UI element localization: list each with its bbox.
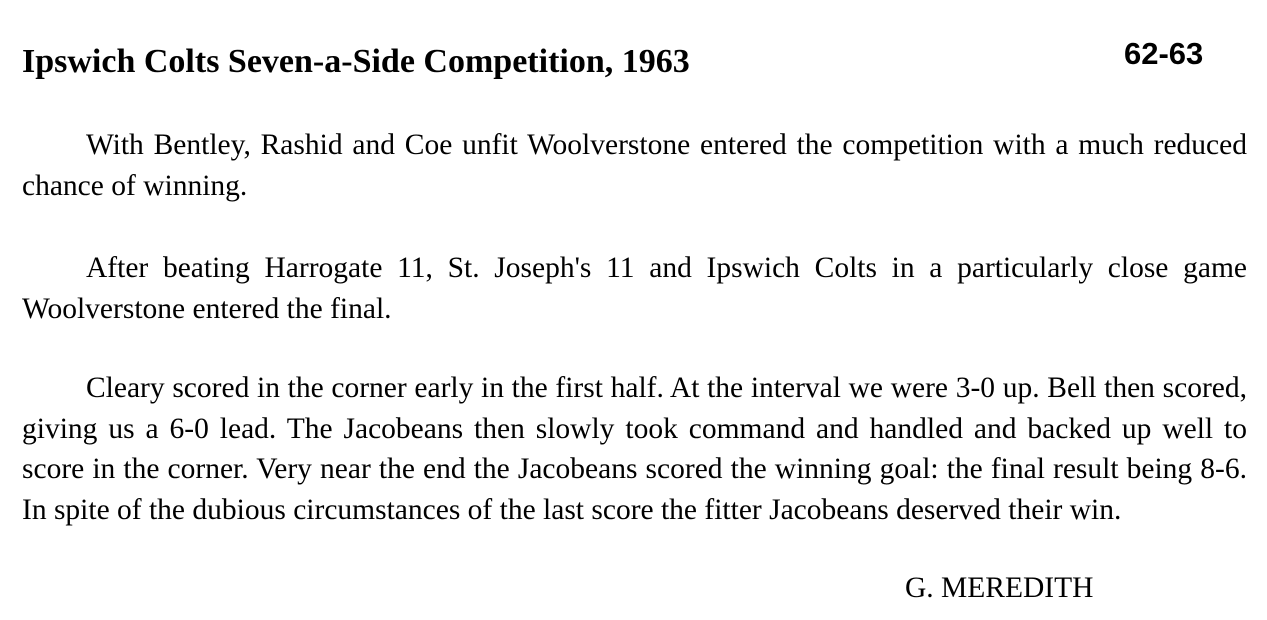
paragraph-1: With Bentley, Rashid and Coe unfit Woolverstone entered the competition with a much reduced chance of winning.	[22, 129, 1247, 202]
document-title: Ipswich Colts Seven-a-Side Competition, 1963	[22, 43, 690, 80]
page-number: 62-63	[1124, 36, 1204, 71]
author-signature: G. MEREDITH	[905, 572, 1094, 604]
paragraph-2: After beating Harrogate 11, St. Joseph's 11 and Ipswich Colts in a particularly close game Woolverstone entered the final.	[22, 252, 1247, 325]
paragraph-3: Cleary scored in the corner early in the first half. At the interval we were 3-0 up. Bell then scored, giving us a 6-0 lead. The Jacobeans then slowly took command and handled and backed up well to score in the corner. Very near the end the Jacobeans scored the winning goal: the final result being 8-6. In spite of the dubious circumstances of the last score the fitter Jacobeans deserved their win.	[22, 372, 1247, 526]
